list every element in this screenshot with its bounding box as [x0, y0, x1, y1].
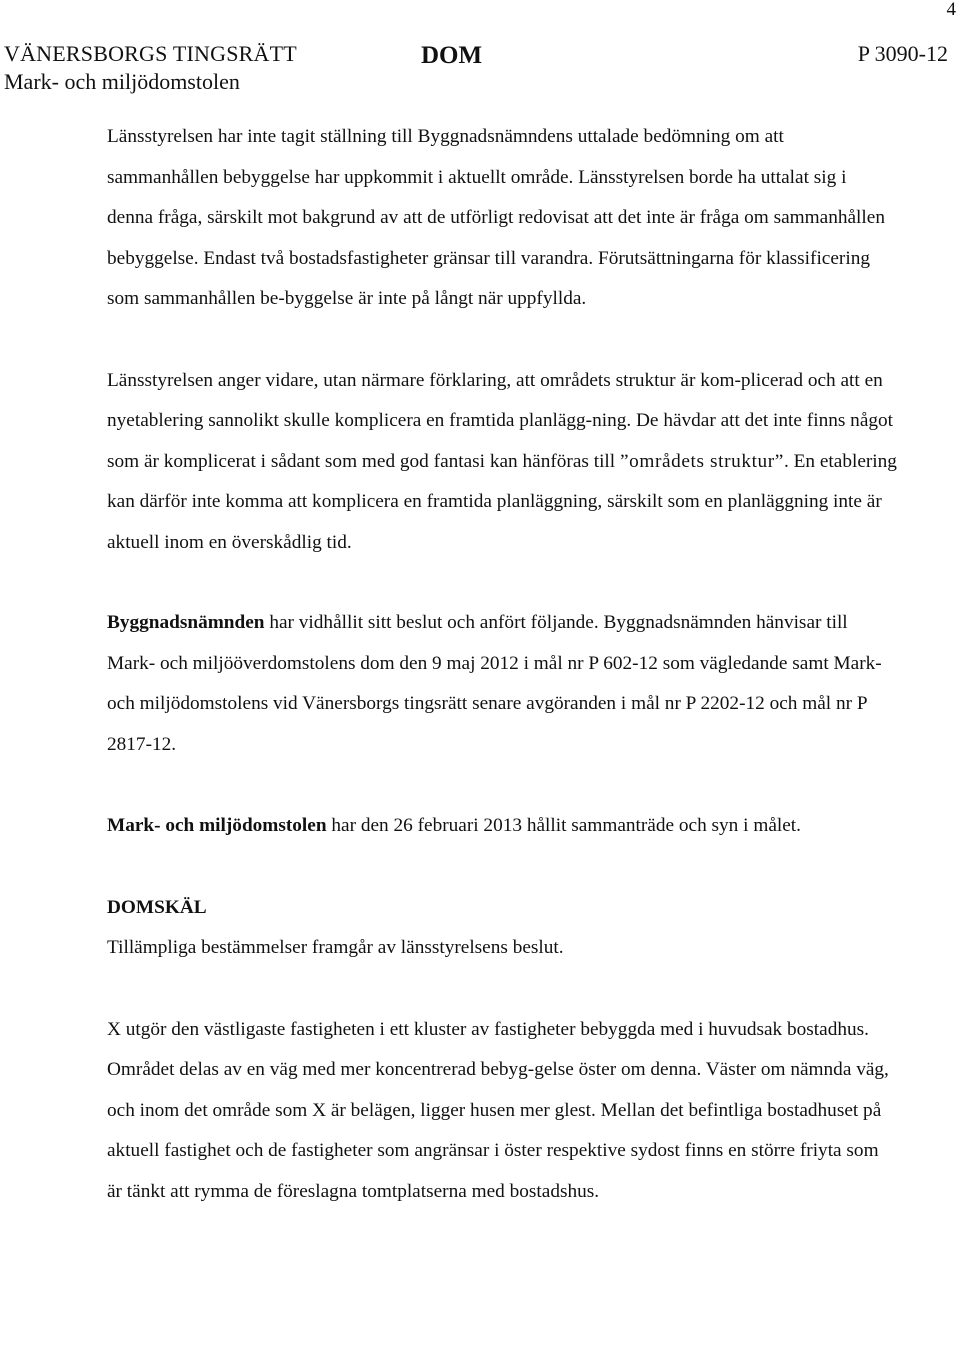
court-division: Mark- och miljödomstolen	[4, 69, 240, 94]
paragraph-gap	[107, 765, 897, 806]
paragraph-text: Länsstyrelsen anger vidare, utan närmare förklaring, att områdets struktur är kom-plicerad och att en nyetablering sannolikt skulle komplicera en framtida planlägg-ning. De hävdar att det inte finns något som är komplicerat i sådant som med god fantasi kan hänföras till	[107, 369, 894, 472]
paragraph-gap	[107, 969, 897, 1010]
court-name: VÄNERSBORGS TINGSRÄTT	[4, 41, 297, 66]
document-body	[107, 117, 897, 1212]
paragraph-structure-argument	[107, 361, 897, 564]
paragraph-gap	[107, 320, 897, 361]
paragraph-appellant-argument: Länsstyrelsen har inte tagit ställning till Byggnadsnämndens uttalade bedömning om att sammanhållen bebyggelse har uppkommit i aktuellt område. Länsstyrelsen borde ha uttalat sig i denna fråga, särskilt mot bakgrund av att de utförligt redovisat att det inte är fråga om sammanhållen bebyggelse. Endast två bostadsfastigheter gränsar till varandra. Förutsättningarna för klassificering som sammanhållen be-byggelse är inte på långt när uppfyllda.	[107, 126, 885, 309]
paragraph-text: har vidhållit sitt beslut och anfört följande. Byggnadsnämnden hänvisar till Mark- och miljööverdomstolens dom den 9 maj 2012 i mål nr P 602-12 som vägledande samt Mark- och miljödomstolens vid Vänersborgs tingsrätt senare avgöranden i mål nr P 2202-12 och mål nr P 2817-12.	[107, 612, 882, 755]
section-heading: DOMSKÄL	[107, 896, 207, 918]
paragraph-gap	[107, 847, 897, 888]
court-name-bold: Mark- och miljödomstolen	[107, 815, 327, 836]
paragraph-court-hearing	[107, 806, 897, 847]
paragraph-text: . En etablering kan därför inte komma att komplicera en framtida planläggning, särskilt som en planläggning inte är aktuell inom en överskådlig tid.	[107, 450, 897, 553]
quoted-phrase: ”områdets struktur”	[619, 450, 784, 472]
document-header	[0, 40, 960, 96]
document-type: DOM	[421, 42, 483, 69]
party-name: Byggnadsnämnden	[107, 612, 265, 633]
paragraph-text: har den 26 februari 2013 hållit sammanträde och syn i målet.	[326, 815, 801, 836]
page-number: 4	[946, 0, 956, 20]
case-number: P 3090-12	[857, 41, 948, 66]
paragraph-building-committee	[107, 603, 897, 765]
paragraph-gap	[107, 563, 897, 603]
paragraph-applicable-rules: Tillämpliga bestämmelser framgår av länsstyrelsens beslut.	[107, 937, 564, 958]
paragraph-property-description: X utgör den västligaste fastigheten i ett kluster av fastigheter bebyggda med i huvudsak bostadhus. Området delas av en väg med mer koncentrerad bebyg-gelse öster om denna. Väster om nämnda väg, och inom det område som X är belägen, ligger husen mer glest. Mellan det befintliga bostadhuset på aktuell fastighet och de fastigheter som angränsar i öster respektive sydost finns en större friyta som är tänkt att rymma de föreslagna tomtplatserna med bostadshus.	[107, 1018, 889, 1202]
